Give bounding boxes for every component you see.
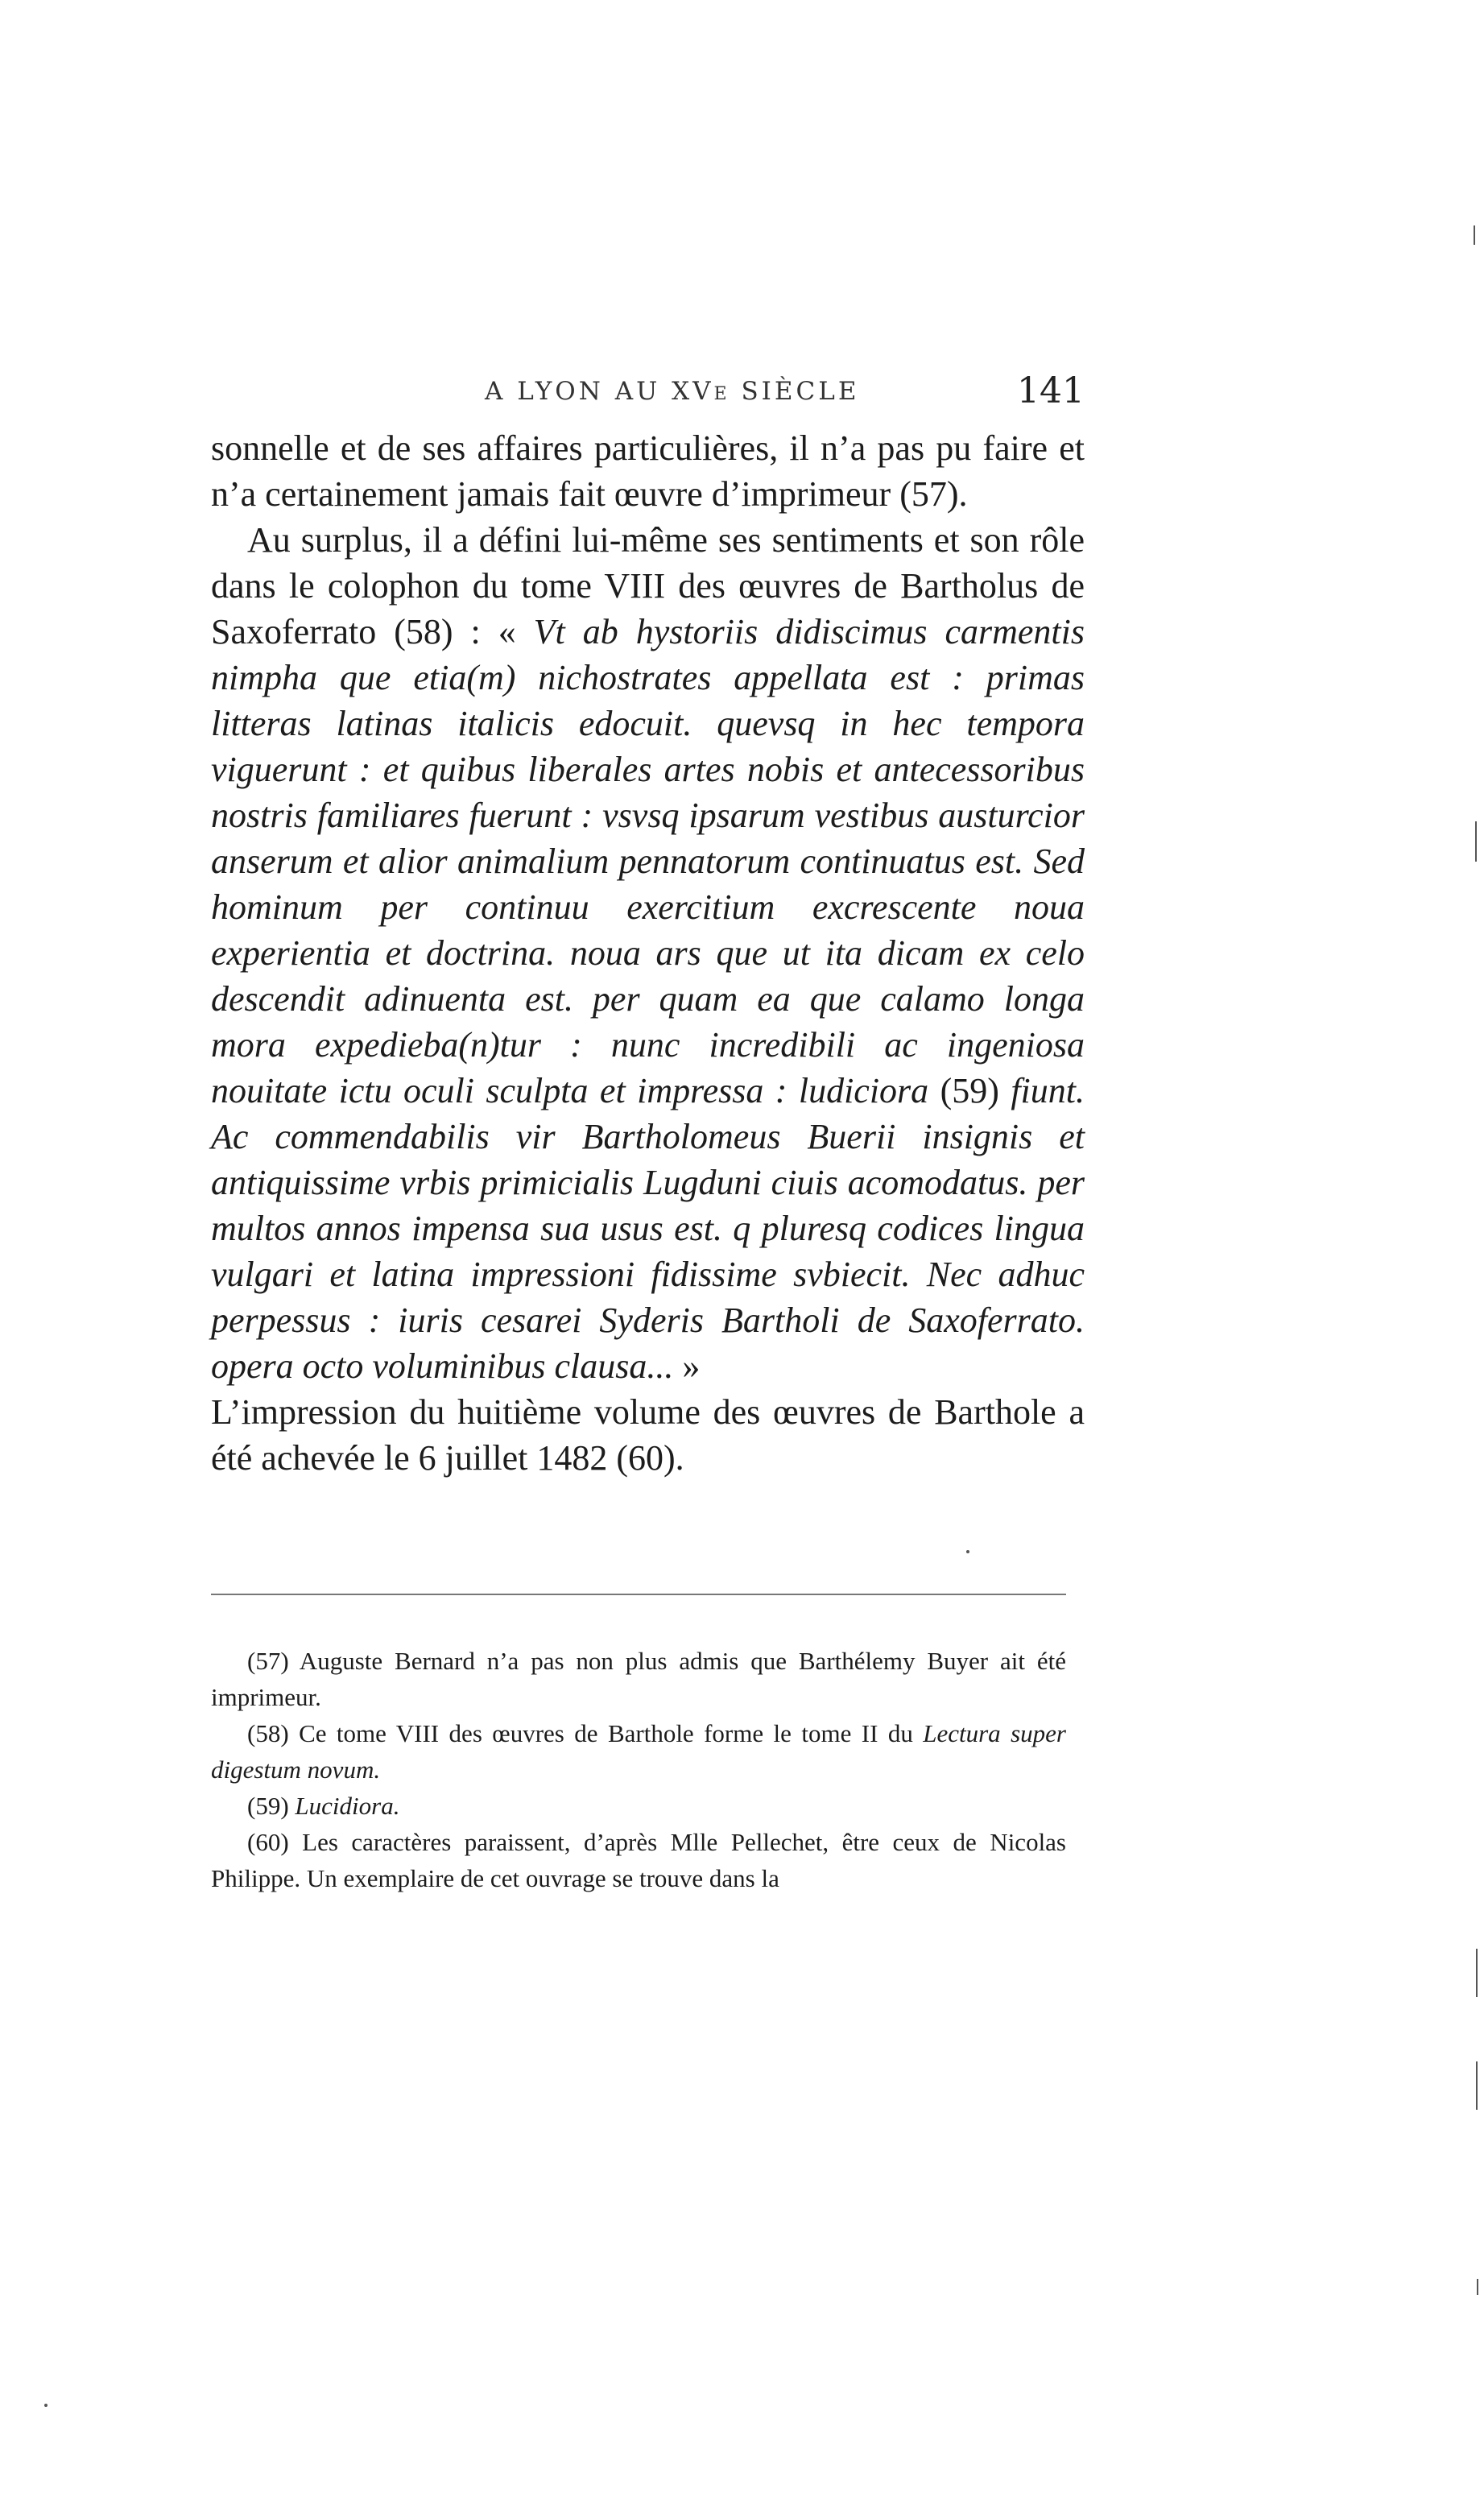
- footnote-59-num: (59): [247, 1792, 296, 1820]
- quote-close: »: [673, 1346, 701, 1386]
- paragraph-2-intro: Au surplus, il a défini lui-même ses sentiments et son rôle dans le colophon du tome VIII des œuvres de Bartholus de Saxoferrato (58) : «: [211, 520, 1085, 651]
- footnote-separator: [211, 1594, 1066, 1595]
- scan-mark: [1477, 2279, 1478, 2295]
- colophon-quote-b: fiunt. Ac commendabilis vir Bartholomeus Buerii insignis et antiquissime vrbis primicialis Lugduni ciuis acomodatus. per multos annos impensa sua usus est. q pluresq codices lingua vulgari et latina impressioni fidissime svbiecit. Nec adhuc perpessus : iuris cesarei Syderis Bartholi de Saxoferrato. opera octo voluminibus clausa...: [211, 1071, 1085, 1386]
- scan-mark: [44, 2404, 48, 2407]
- running-head: [211, 369, 1085, 417]
- paragraph-2: [211, 517, 1085, 1389]
- footnotes: [211, 1643, 1066, 1896]
- colophon-quote-a: Vt ab hystoriis didiscimus carmentis nimpha que etia(m) nichostrates appellata est : primas litteras latinas italicis edocuit. quevsq in hec tempora viguerunt : et quibus liberales artes nobis et antecessoribus nostris familiares fuerunt : vsvsq ipsarum vestibus austurcior anserum et alior animalium pennatorum continuatus est. Sed hominum per continuu exercitium excrescente noua experientia et doctrina. noua ars que ut ita dicam ex celo descendit adinuenta est. per quam ea que calamo longa mora expedieba(n)tur : nunc incredibili ac ingeniosa nouitate ictu oculi sculpta et impressa : ludiciora: [211, 612, 1085, 1110]
- footnote-57: (57) Auguste Bernard n’a pas non plus admis que Barthélemy Buyer ait été imprimeur.: [211, 1647, 1066, 1711]
- footnote-59-text: Lucidiora.: [295, 1792, 400, 1820]
- footnote-58: [211, 1715, 1066, 1788]
- scan-mark: [1474, 225, 1475, 245]
- running-title: A LYON AU XVe SIÈCLE: [485, 377, 860, 406]
- scan-mark: [966, 1550, 969, 1553]
- main-text: [211, 425, 1085, 1481]
- footnote-58-text: (58) Ce tome VIII des œuvres de Barthole forme le tome II du: [247, 1719, 924, 1747]
- page-number: 141: [1017, 370, 1085, 411]
- footnote-59: [211, 1788, 1066, 1824]
- paragraph-1: sonnelle et de ses affaires particulières, il n’a pas pu faire et n’a certainement jamais fait œuvre d’imprimeur (57).: [211, 428, 1085, 514]
- scan-mark: [1476, 2061, 1478, 2110]
- scan-mark: [1475, 821, 1477, 862]
- footnote-60: (60) Les caractères paraissent, d’après Mlle Pellechet, être ceux de Nicolas Philippe. Un exemplaire de cet ouvrage se trouve dans la: [211, 1828, 1066, 1892]
- scan-mark: [1476, 1949, 1478, 1997]
- footnote-58-title: Lectura super digestum novum.: [211, 1719, 1066, 1784]
- paragraph-3: L’impression du huitième volume des œuvres de Barthole a été achevée le 6 juillet 1482 (60).: [211, 1392, 1085, 1478]
- footnote-ref-59: (59): [940, 1071, 999, 1110]
